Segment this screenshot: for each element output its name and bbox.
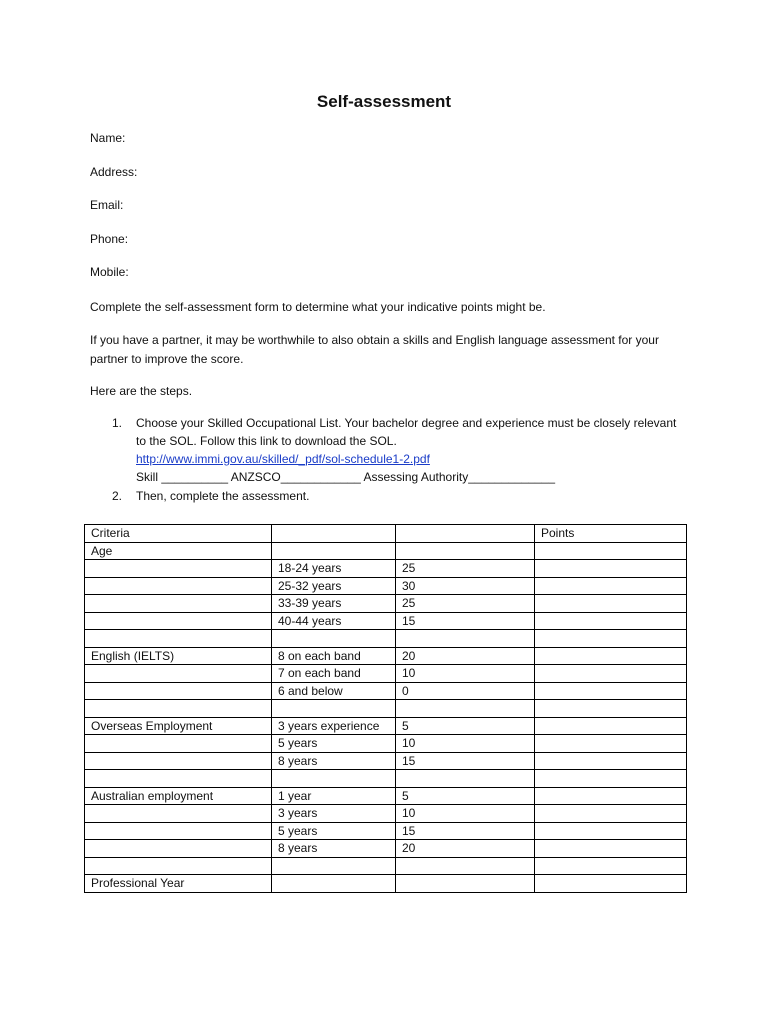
points-cell[interactable] xyxy=(535,770,687,788)
step-number: 2. xyxy=(112,489,123,503)
option-cell xyxy=(272,875,396,893)
table-row xyxy=(85,805,687,823)
points-cell[interactable] xyxy=(535,560,687,578)
criteria-cell xyxy=(85,560,272,578)
option-cell: 5 years xyxy=(272,735,396,753)
partner-paragraph: If you have a partner, it may be worthwhile to also obtain a skills and English language assessment for your partner to improve the score. xyxy=(90,333,659,366)
step-1 xyxy=(112,414,682,486)
step-2 xyxy=(112,487,682,505)
steps-list xyxy=(112,414,682,505)
criteria-cell xyxy=(85,665,272,683)
criteria-cell xyxy=(85,682,272,700)
assessment-table xyxy=(84,524,687,893)
criteria-cell: Criteria xyxy=(85,525,272,543)
points-cell[interactable] xyxy=(535,752,687,770)
page-title: Self-assessment xyxy=(316,92,452,111)
value-cell: 5 xyxy=(396,787,535,805)
mobile-label: Mobile: xyxy=(90,265,129,280)
name-label: Name: xyxy=(90,131,126,145)
points-cell[interactable] xyxy=(535,647,687,665)
table-row xyxy=(85,577,687,595)
table-row xyxy=(85,875,687,893)
table-row xyxy=(85,612,687,630)
value-cell: 10 xyxy=(396,735,535,753)
points-cell[interactable] xyxy=(535,595,687,613)
value-cell xyxy=(396,630,535,648)
points-cell[interactable] xyxy=(535,542,687,560)
option-cell xyxy=(272,700,396,718)
table-row xyxy=(85,770,687,788)
criteria-cell: Overseas Employment xyxy=(85,717,272,735)
value-cell xyxy=(396,875,535,893)
value-cell: 0 xyxy=(396,682,535,700)
points-cell[interactable] xyxy=(535,805,687,823)
option-cell: 8 years xyxy=(272,840,396,858)
email-label: Email: xyxy=(90,198,124,213)
table-row xyxy=(85,700,687,718)
points-cell[interactable] xyxy=(535,577,687,595)
criteria-cell xyxy=(85,822,272,840)
step-number: 1. xyxy=(112,416,123,430)
table-row xyxy=(85,735,687,753)
value-cell: 5 xyxy=(396,717,535,735)
table-row xyxy=(85,682,687,700)
criteria-cell xyxy=(85,577,272,595)
address-label: Address: xyxy=(90,164,138,179)
table-row xyxy=(85,647,687,665)
table-row xyxy=(85,665,687,683)
points-cell[interactable] xyxy=(535,717,687,735)
criteria-cell xyxy=(85,857,272,875)
value-cell xyxy=(396,525,535,543)
table-row xyxy=(85,857,687,875)
value-cell: 15 xyxy=(396,612,535,630)
table-row xyxy=(85,840,687,858)
option-cell: 6 and below xyxy=(272,682,396,700)
option-cell: 33-39 years xyxy=(272,595,396,613)
option-cell xyxy=(272,857,396,875)
points-cell[interactable] xyxy=(535,630,687,648)
criteria-cell xyxy=(85,805,272,823)
personal-details xyxy=(90,130,137,298)
value-cell: 10 xyxy=(396,665,535,683)
points-cell[interactable] xyxy=(535,700,687,718)
table-row xyxy=(85,595,687,613)
option-cell xyxy=(272,542,396,560)
option-cell xyxy=(272,770,396,788)
table-row xyxy=(85,717,687,735)
step-text: Then, complete the assessment. xyxy=(136,489,310,503)
value-cell: 15 xyxy=(396,752,535,770)
table-row xyxy=(85,630,687,648)
option-cell: 1 year xyxy=(272,787,396,805)
option-cell: 40-44 years xyxy=(272,612,396,630)
criteria-cell xyxy=(85,612,272,630)
step-text: Choose your Skilled Occupational List. Your bachelor degree and experience must be closely relevant to the SOL. Follow this link to download the SOL. xyxy=(136,416,677,448)
value-cell xyxy=(396,542,535,560)
value-cell: 20 xyxy=(396,840,535,858)
points-cell[interactable] xyxy=(535,665,687,683)
value-cell xyxy=(396,857,535,875)
criteria-cell xyxy=(85,770,272,788)
option-cell xyxy=(272,630,396,648)
points-cell[interactable] xyxy=(535,735,687,753)
table-row xyxy=(85,542,687,560)
table-row xyxy=(85,787,687,805)
points-cell[interactable] xyxy=(535,840,687,858)
criteria-cell: Professional Year xyxy=(85,875,272,893)
criteria-cell xyxy=(85,840,272,858)
value-cell xyxy=(396,700,535,718)
table-row xyxy=(85,822,687,840)
criteria-cell xyxy=(85,752,272,770)
option-cell: 5 years xyxy=(272,822,396,840)
table-row xyxy=(85,560,687,578)
option-cell: 8 years xyxy=(272,752,396,770)
steps-intro: Here are the steps. xyxy=(90,384,193,398)
table-header-row xyxy=(85,525,687,543)
value-cell: 15 xyxy=(396,822,535,840)
skill-blanks: Skill __________ ANZSCO____________ Assessing Authority_____________ xyxy=(136,470,555,484)
points-cell[interactable] xyxy=(535,822,687,840)
points-cell[interactable] xyxy=(535,857,687,875)
value-cell: 30 xyxy=(396,577,535,595)
option-cell: 7 on each band xyxy=(272,665,396,683)
option-cell: 3 years xyxy=(272,805,396,823)
option-cell: 3 years experience xyxy=(272,717,396,735)
intro-paragraph: Complete the self-assessment form to determine what your indicative points might be. xyxy=(90,300,546,314)
criteria-cell xyxy=(85,735,272,753)
sol-download-link[interactable]: http://www.immi.gov.au/skilled/_pdf/sol-schedule1-2.pdf xyxy=(136,452,430,466)
points-cell: Points xyxy=(535,525,687,543)
value-cell: 20 xyxy=(396,647,535,665)
criteria-cell xyxy=(85,595,272,613)
criteria-cell: English (IELTS) xyxy=(85,647,272,665)
points-cell[interactable] xyxy=(535,787,687,805)
value-cell: 25 xyxy=(396,560,535,578)
points-cell[interactable] xyxy=(535,682,687,700)
points-cell[interactable] xyxy=(535,612,687,630)
criteria-cell xyxy=(85,700,272,718)
option-cell: 18-24 years xyxy=(272,560,396,578)
criteria-cell xyxy=(85,630,272,648)
phone-label: Phone: xyxy=(90,231,129,246)
criteria-cell: Australian employment xyxy=(85,787,272,805)
option-cell: 8 on each band xyxy=(272,647,396,665)
criteria-cell: Age xyxy=(85,542,272,560)
option-cell xyxy=(272,525,396,543)
table-row xyxy=(85,752,687,770)
value-cell: 25 xyxy=(396,595,535,613)
value-cell xyxy=(396,770,535,788)
value-cell: 10 xyxy=(396,805,535,823)
points-cell[interactable] xyxy=(535,875,687,893)
option-cell: 25-32 years xyxy=(272,577,396,595)
